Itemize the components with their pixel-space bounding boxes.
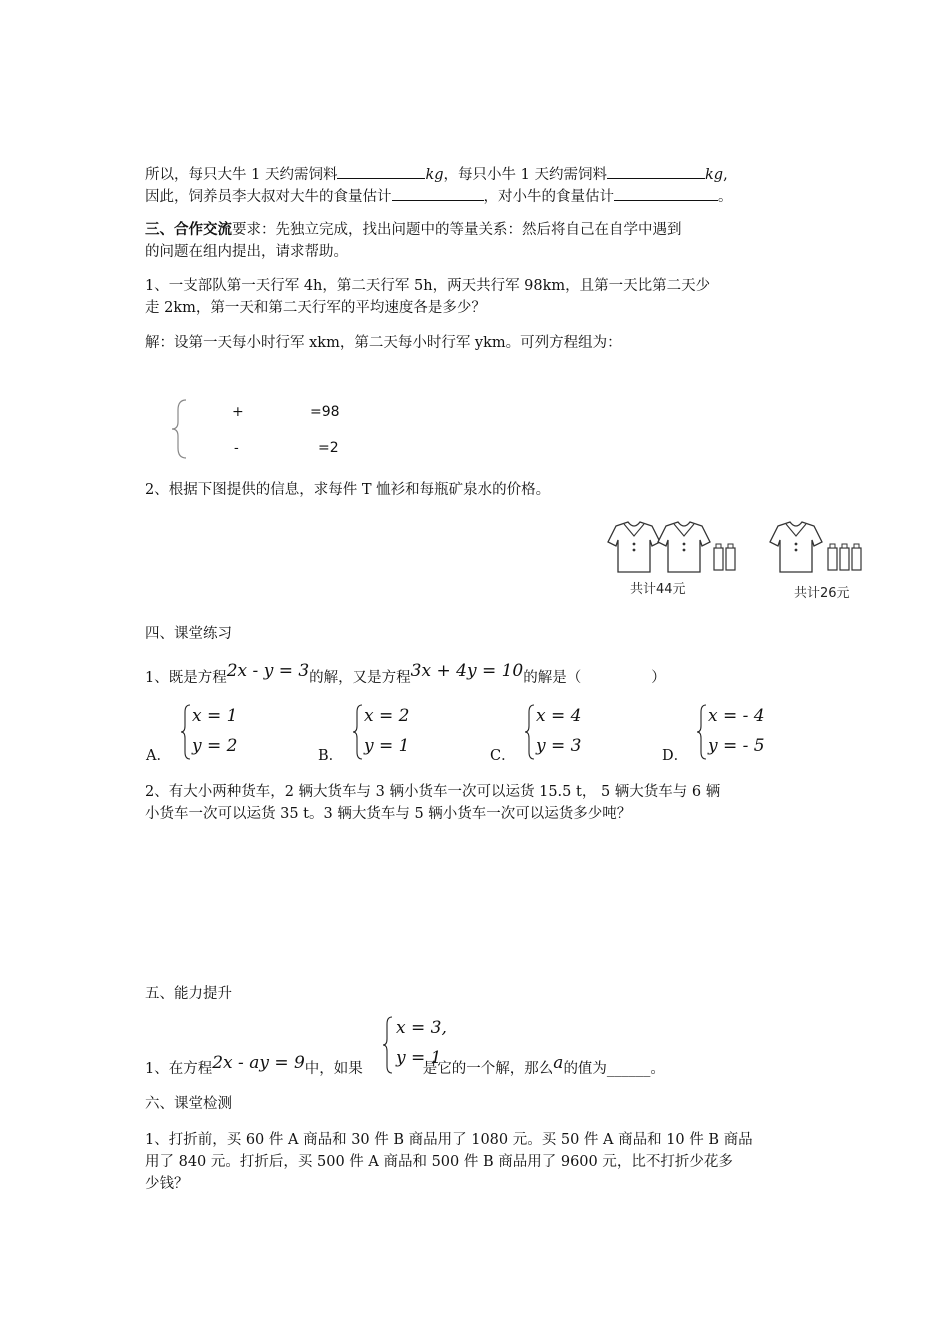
sec6-title: 六、课堂检测 xyxy=(145,1096,232,1112)
option-brace xyxy=(352,704,364,760)
bottle-icon xyxy=(840,544,849,570)
feed-line-2: 因此，饲养员李大叔对大牛的食量估计 ，对小牛的食量估计 。 xyxy=(145,186,733,207)
blank-small-cow[interactable] xyxy=(607,164,705,179)
eq2-rhs: =2 xyxy=(318,440,339,456)
q3-1-line-1: 1、一支部队第一天行军 4h，第二天行军 5h，两天共行军 98km，且第一天比第二天少 xyxy=(145,278,711,294)
blank-small-estimate[interactable] xyxy=(614,186,718,201)
option-brace xyxy=(180,704,192,760)
q3-1-solution: 解：设第一天每小时行军 xkm，第二天每小时行军 ykm。可列方程组为： xyxy=(145,335,622,351)
equation-sec5: 2x - ay = 9 xyxy=(212,1053,305,1073)
eq1-rhs: =98 xyxy=(310,404,340,420)
q6-1-line-2: 用了 840 元。打折后，买 500 件 A 商品和 500 件 B 商品用了 9600 元，比不打折少花多 xyxy=(145,1154,733,1170)
eq1-operator: + xyxy=(232,404,244,420)
sec5-title: 五、能力提升 xyxy=(145,986,232,1002)
system-y: y = 1 xyxy=(396,1048,442,1068)
option-brace xyxy=(696,704,708,760)
caption-26: 共计26元 xyxy=(794,586,850,601)
sec4-title: 四、课堂练习 xyxy=(145,626,232,642)
q3-1-line-2: 走 2km，第一天和第二天行军的平均速度各是多少？ xyxy=(145,300,486,316)
bottle-icon xyxy=(726,544,735,570)
equation-1: 2x - y = 3 xyxy=(226,661,310,681)
bottle-icon xyxy=(714,544,723,570)
tshirt-icon xyxy=(608,522,660,572)
q4-2-line-1: 2、有大小两种货车，2 辆大货车与 3 辆小货车一次可以运货 15.5 t， 5 辆大货车与 6 辆 xyxy=(145,784,721,800)
sec3-req-2: 的问题在组内提出，请求帮助。 xyxy=(145,244,348,260)
variable-a: a xyxy=(553,1053,564,1073)
option-brace xyxy=(524,704,536,760)
q6-1-line-3: 少钱？ xyxy=(145,1176,189,1192)
q4-1-text: 1、既是方程2x - y = 3的解，又是方程3x + 4y = 10的解是（ ） xyxy=(145,661,666,686)
q4-2-line-2: 小货车一次可以运货 35 t。3 辆大货车与 5 辆小货车一次可以运货多少吨？ xyxy=(145,806,632,822)
system-x: x = 3, xyxy=(396,1018,447,1038)
sec3-title: 三、合作交流 xyxy=(145,221,232,238)
system-brace xyxy=(170,398,190,460)
feed-line-1: 所以，每只大牛 1 天约需饲料 kg，每只小牛 1 天约需饲料 kg, xyxy=(145,164,728,185)
tshirt-icon xyxy=(770,522,822,572)
blank-big-estimate[interactable] xyxy=(392,186,484,201)
q6-1-line-1: 1、打折前，买 60 件 A 商品和 30 件 B 商品用了 1080 元。买 50 件 A 商品和 10 件 B 商品 xyxy=(145,1132,753,1148)
eq2-operator: - xyxy=(234,440,239,456)
choice-options: A． x = 1 y = 2 B． x = 2 y = 1 C． x = 4 y = 3 D． x = - 4 y = - 5 xyxy=(146,706,765,764)
tshirt-icon xyxy=(658,522,710,572)
bottle-icon xyxy=(828,544,837,570)
q5-1-text: 1、在方程2x - ay = 9中，如果 是它的一个解，那么a的值为______。 xyxy=(145,1053,665,1077)
blank-big-cow[interactable] xyxy=(337,164,425,179)
caption-44: 共计44元 xyxy=(630,582,686,597)
sec3-header: 三、合作交流要求：先独立完成，找出问题中的等量关系：然后将自己在自学中遇到 xyxy=(145,221,682,238)
equation-2: 3x + 4y = 10 xyxy=(410,661,524,681)
bottle-icon xyxy=(852,544,861,570)
q3-2-text: 2、根据下图提供的信息，求每件 T 恤衫和每瓶矿泉水的价格。 xyxy=(145,482,551,498)
